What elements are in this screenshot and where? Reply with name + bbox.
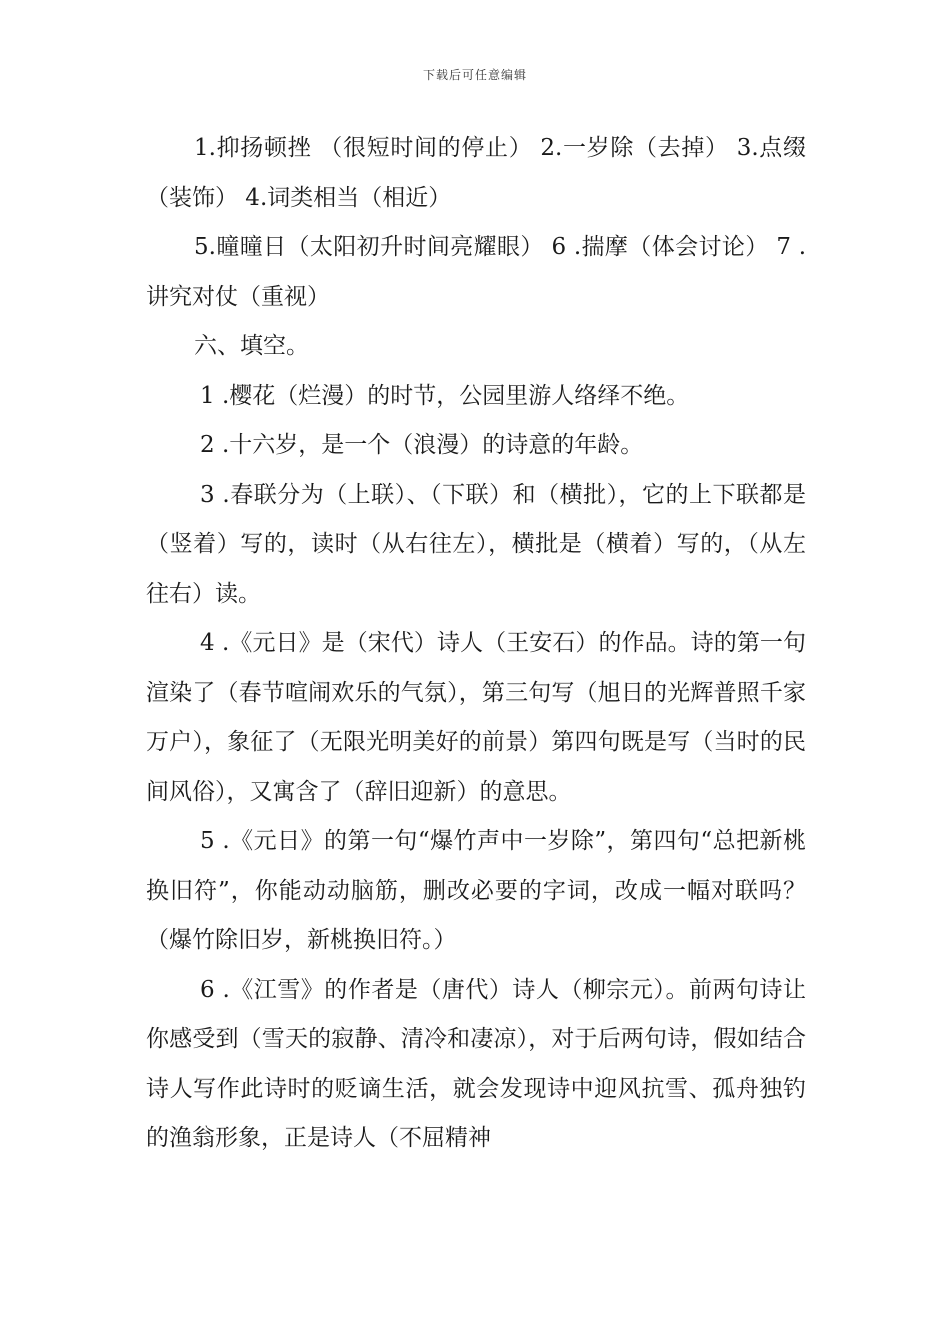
paragraph-vocab-2: 5.曈曈日（太阳初升时间亮耀眼） 6 .揣摩（体会讨论） 7 .讲究对仗（重视）: [146, 234, 806, 310]
fill-blank-item-4: 4 .《元日》是（宋代）诗人（王安石）的作品。诗的第一句渲染了（春节喧闹欢乐的气氛），第三句写（旭日的光辉普照千家万户），象征了（无限光明美好的前景）第四句既是写（当时的民间风俗），又寓含了（辞旧迎新）的意思。: [146, 630, 806, 805]
fill-blank-item-2: 2 .十六岁，是一个（浪漫）的诗意的年龄。: [200, 432, 644, 458]
fill-blank-item-3: 3 .春联分为（上联）、（下联）和（横批），它的上下联都是（竖着）写的，读时（从右往左），横批是（横着）写的，（从左往右）读。: [146, 481, 806, 607]
section-heading-fill-blanks: 六、填空。: [194, 333, 309, 359]
fill-blank-item-6: 6 .《江雪》的作者是（唐代）诗人（柳宗元）。前两句诗让你感受到（雪天的寂静、清冷和凄凉），对于后两句诗，假如结合诗人写作此诗时的贬谪生活，就会发现诗中迎风抗雪、孤舟独钓的渔翁形象，正是诗人（不屈精神: [146, 976, 806, 1151]
paragraph-vocab-1: 1.抑扬顿挫 （很短时间的停止） 2.一岁除（去掉） 3.点缀（装饰） 4.词类相当（相近）: [146, 135, 806, 211]
fill-blank-item-1: 1 .樱花（烂漫）的时节，公园里游人络绎不绝。: [200, 382, 690, 409]
fill-blank-item-5: 5 .《元日》的第一句“爆竹声中一岁除”，第四句“总把新桃换旧符”，你能动动脑筋，删改必要的字词，改成一幅对联吗？（爆竹除旧岁，新桃换旧符。）: [146, 828, 806, 953]
page-header: 下载后可任意编辑: [422, 68, 527, 82]
document-body: [146, 124, 806, 1164]
